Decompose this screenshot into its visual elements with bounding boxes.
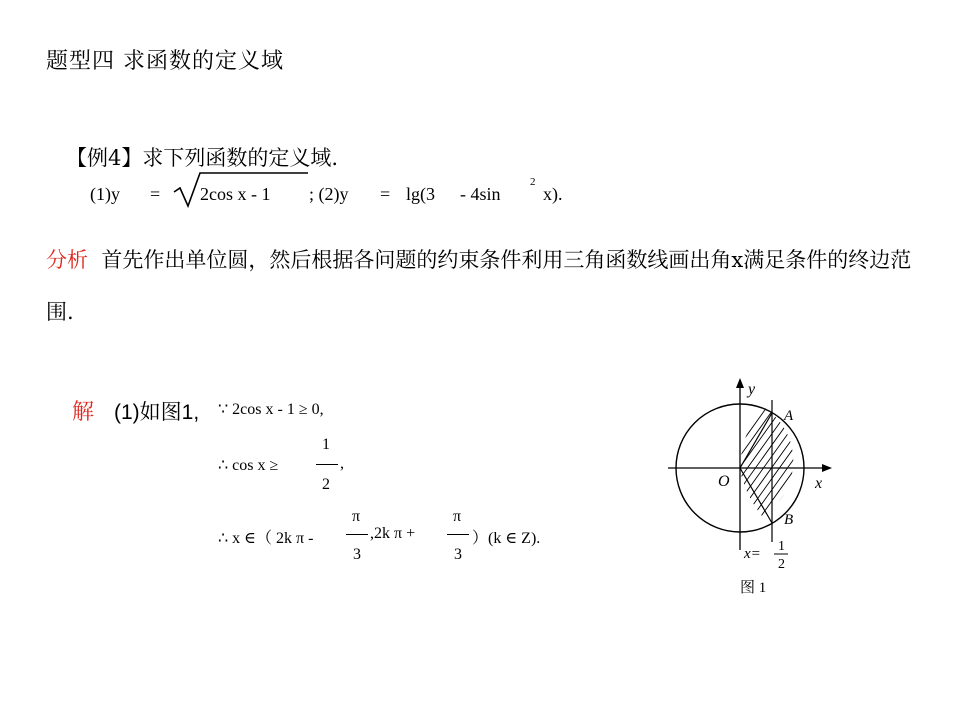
formula-equals-1: = <box>150 184 161 204</box>
formula-equals-2: = <box>380 184 391 204</box>
solution-line-3: ∴ x ∈（ 2k π - <box>218 530 314 547</box>
section-heading: 题型四 求函数的定义域 <box>46 49 284 74</box>
formula-part-1: (1)y <box>90 184 120 204</box>
solution-intro: (1)如图1, <box>114 401 200 424</box>
fraction-pi-denominator-1: 3 <box>353 546 361 563</box>
example-label: 【例4】 <box>66 146 143 170</box>
analysis-paragraph <box>46 234 926 338</box>
fraction-half-numerator: 1 <box>322 436 330 453</box>
fraction-pi-denominator-2: 3 <box>454 546 462 563</box>
formula-lg: lg(3 <box>406 184 435 204</box>
fraction-pi-bar-2 <box>447 534 469 535</box>
y-axis-label: y <box>748 381 756 398</box>
formula-exponent: 2 <box>530 176 536 188</box>
y-axis-arrow <box>736 378 744 388</box>
example-title <box>66 142 338 172</box>
origin-label: O <box>718 473 730 490</box>
solution-line-3-mid: ,2k π + <box>370 525 416 542</box>
fraction-half-bar <box>316 464 338 465</box>
solution-label: 解 <box>72 400 95 425</box>
analysis-text: 首先作出单位圆，然后根据各问题的约束条件利用三角函数线画出角x满足条件的终边范围. <box>46 248 912 324</box>
fraction-pi-numerator-2: π <box>453 508 462 525</box>
analysis-label: 分析 <box>46 248 88 272</box>
formula-part-2: ; (2)y <box>309 184 349 204</box>
solution-line-1: ∵ 2cos x - 1 ≥ 0, <box>218 401 324 418</box>
fraction-half-denominator: 2 <box>322 476 330 493</box>
example-text: 求下列函数的定义域. <box>142 146 339 170</box>
solution-line-2: ∴ cos x ≥ <box>218 457 279 474</box>
ray-ob <box>740 468 772 523</box>
fraction-pi-numerator-1: π <box>352 508 361 525</box>
half-denominator: 2 <box>778 557 785 572</box>
x-axis-label: x <box>815 475 823 492</box>
formula-end: x). <box>543 184 563 204</box>
fraction-pi-bar-1 <box>346 534 368 535</box>
x-axis-arrow <box>822 464 832 472</box>
point-a-label: A <box>784 408 794 424</box>
line-label: x= <box>744 546 761 562</box>
half-numerator: 1 <box>778 539 785 554</box>
solution-line-3-end: ）(k ∈ Z). <box>472 530 541 547</box>
unit-circle-figure <box>660 370 840 610</box>
figure-caption: 图 1 <box>740 580 767 596</box>
formula-minus-4sin: - 4sin <box>460 184 501 204</box>
solution-line-2-end: , <box>340 455 344 472</box>
radicand: 2cos x - 1 <box>200 184 271 204</box>
point-b-label: B <box>784 512 794 528</box>
